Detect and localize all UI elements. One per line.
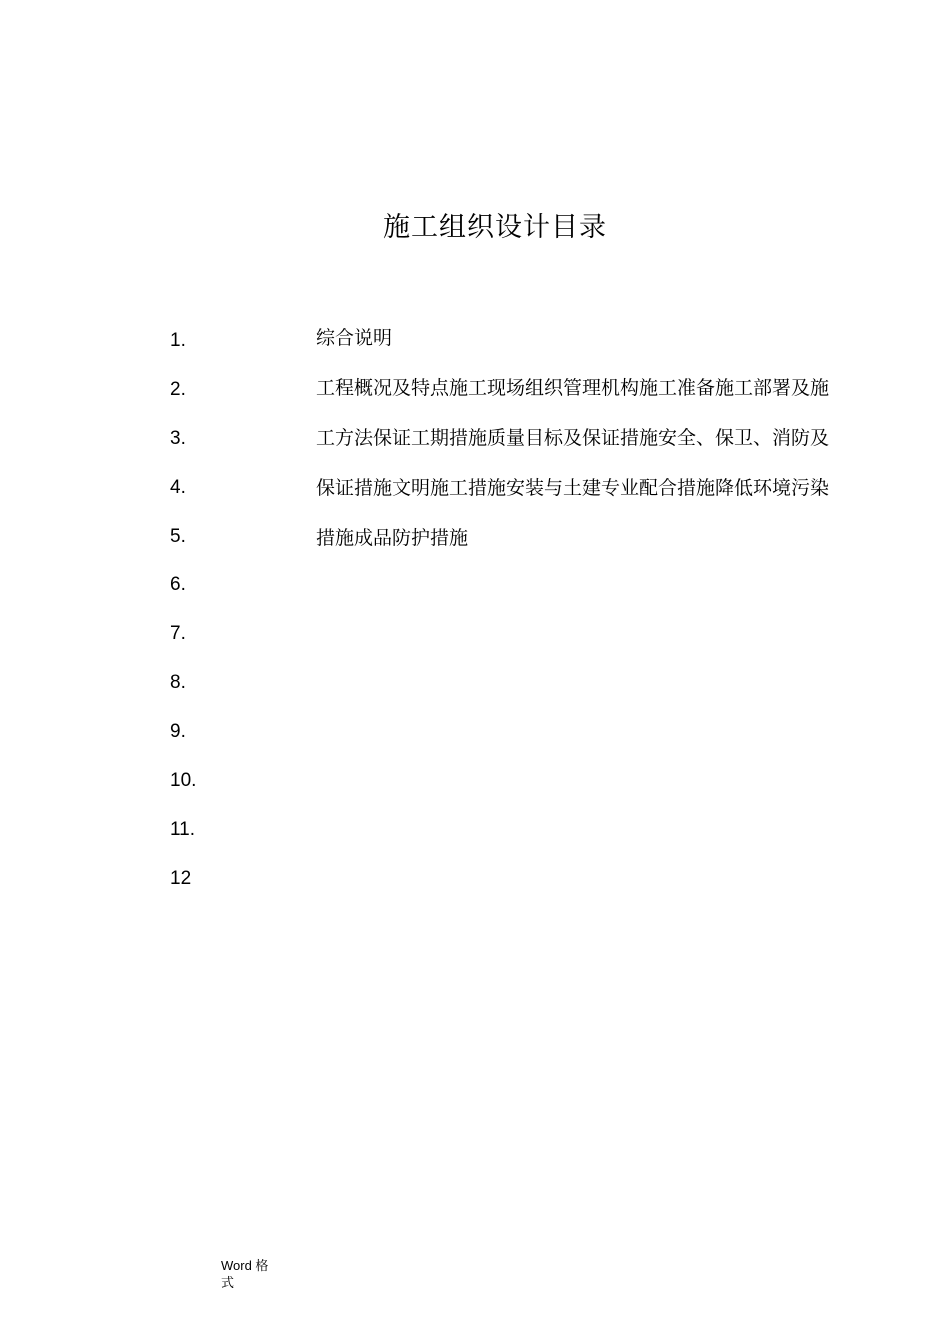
footer-line: 式	[221, 1275, 235, 1290]
page-footer	[221, 1257, 281, 1291]
toc-number: 3.	[170, 427, 186, 449]
toc-number: 8.	[170, 672, 186, 694]
toc-number: 9.	[170, 721, 186, 743]
toc-entry-line: 措施成品防护措施	[316, 527, 469, 549]
footer-line: Word 格	[221, 1258, 269, 1273]
toc-entry-line: 保证措施文明施工措施安装与土建专业配合措施降低环境污染	[316, 477, 830, 499]
toc-number: 7.	[170, 623, 186, 645]
toc-number: 10.	[170, 770, 197, 792]
toc-number: 4.	[170, 476, 186, 498]
toc-entry-line: 工方法保证工期措施质量目标及保证措施安全、保卫、消防及	[316, 427, 830, 449]
page-title: 施工组织设计目录	[383, 212, 607, 243]
toc-number: 5.	[170, 525, 186, 547]
toc-number: 12	[170, 867, 192, 889]
toc-entries	[316, 313, 886, 563]
toc-number: 2.	[170, 378, 186, 400]
toc-number: 1.	[170, 330, 186, 351]
toc-entry-line: 工程概况及特点施工现场组织管理机构施工准备施工部署及施	[316, 377, 830, 399]
toc-number: 11.	[170, 818, 196, 840]
toc-entry-line: 综合说明	[316, 327, 393, 349]
toc-number-list	[170, 329, 230, 916]
toc-number: 6.	[170, 574, 186, 596]
